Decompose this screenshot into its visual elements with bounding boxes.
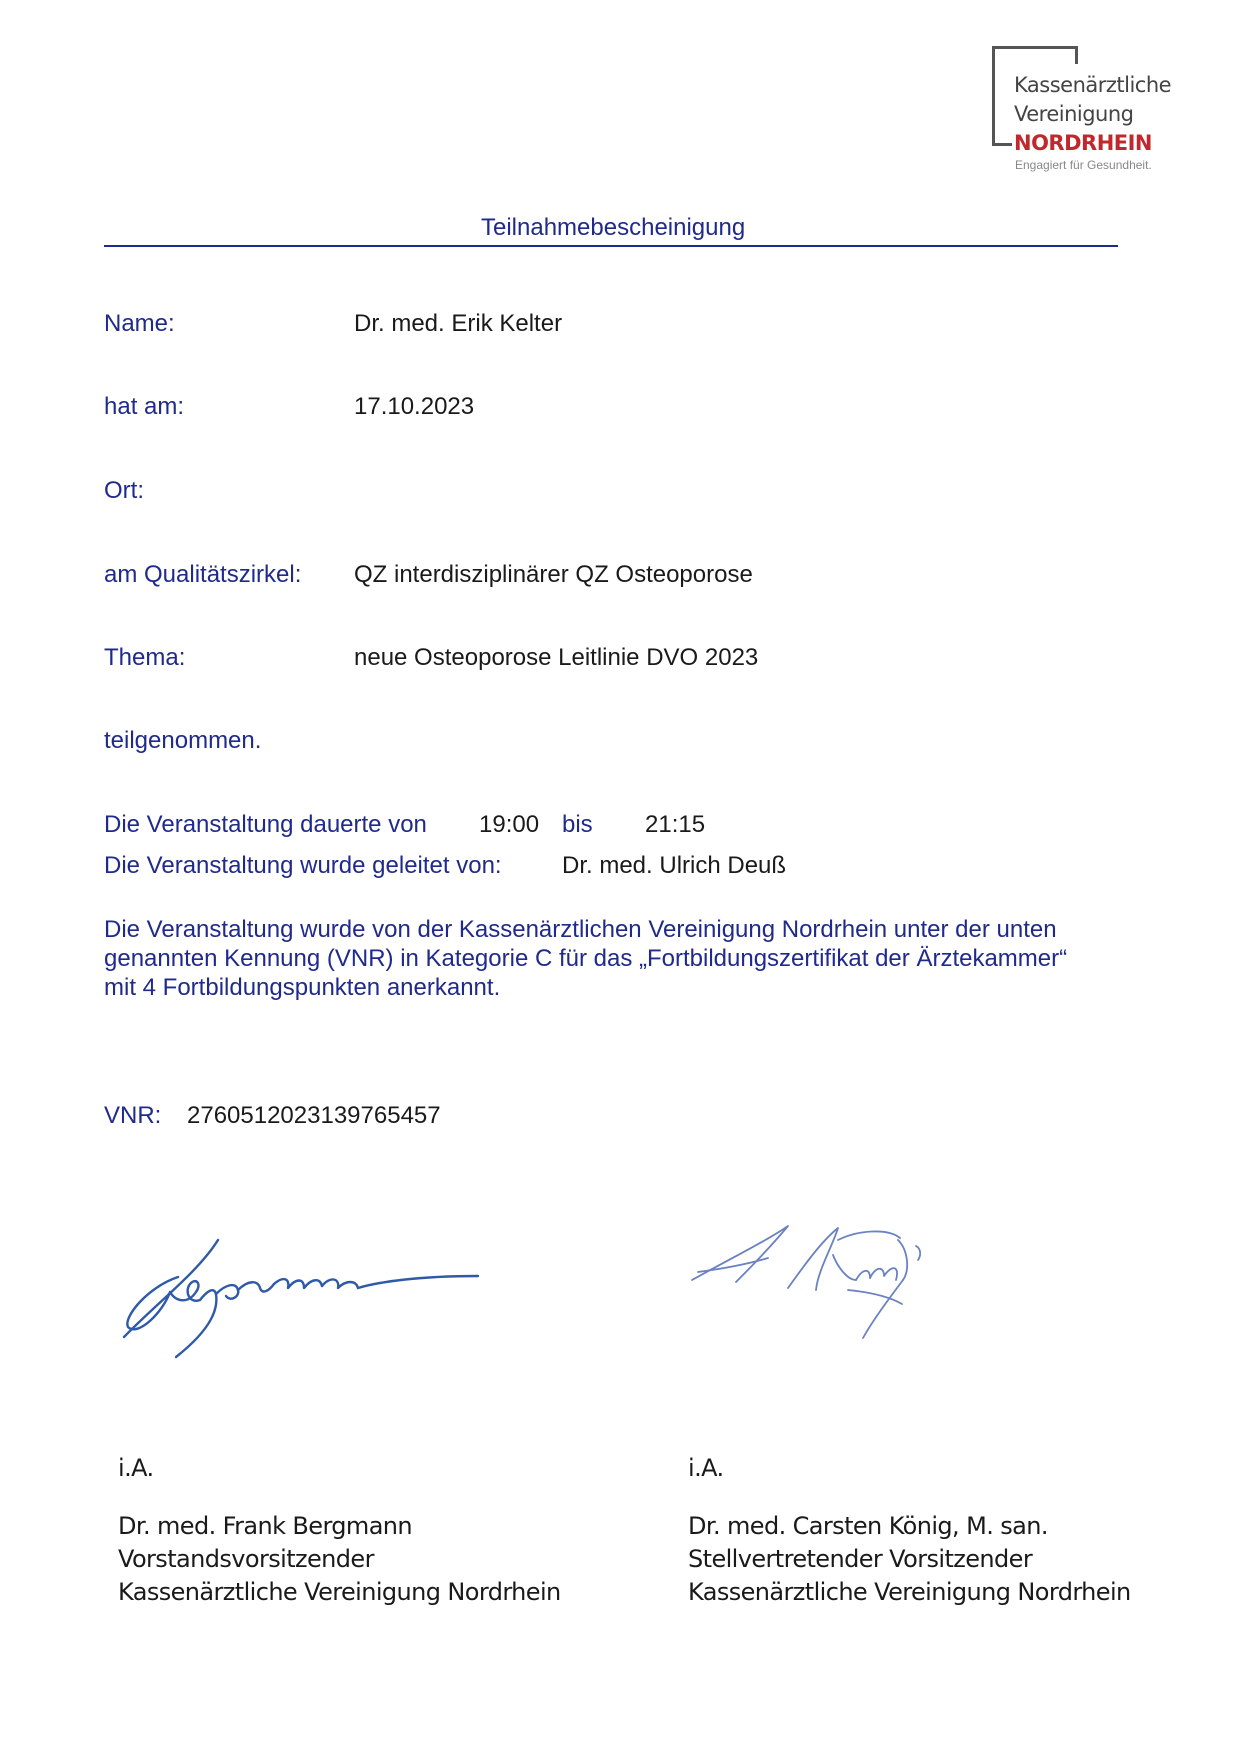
circle-value: QZ interdisziplinärer QZ Osteoporose <box>354 561 753 588</box>
document-title: Teilnahmebescheinigung <box>481 214 746 241</box>
duration-label: Die Veranstaltung dauerte von <box>104 811 427 838</box>
signatory-2-org: Kassenärztliche Vereinigung Nordrhein <box>688 1578 1131 1606</box>
logo-bracket-bottom <box>992 143 1012 146</box>
topic-value: neue Osteoporose Leitlinie DVO 2023 <box>354 644 759 671</box>
signature-koenig <box>688 1220 968 1350</box>
recognition-line-3: mit 4 Fortbildungspunkten anerkannt. <box>104 974 501 1001</box>
signatory-2-ia: i.A. <box>688 1454 724 1482</box>
logo-bracket <box>992 46 1078 49</box>
start-time: 19:00 <box>479 811 540 838</box>
end-time: 21:15 <box>645 811 706 838</box>
vnr-label: VNR: <box>104 1102 162 1129</box>
signatory-1-role: Vorstandsvorsitzender <box>118 1545 374 1573</box>
name-label: Name: <box>104 310 175 337</box>
logo-bracket-left <box>992 46 995 146</box>
signatory-1-name: Dr. med. Frank Bergmann <box>118 1512 413 1540</box>
participated-text: teilgenommen. <box>104 727 262 754</box>
circle-label: am Qualitätszirkel: <box>104 561 302 588</box>
led-by-label: Die Veranstaltung wurde geleitet von: <box>104 852 502 879</box>
name-value: Dr. med. Erik Kelter <box>354 310 563 337</box>
signatory-1-ia: i.A. <box>118 1454 154 1482</box>
date-value: 17.10.2023 <box>354 393 475 420</box>
place-label: Ort: <box>104 477 144 504</box>
vnr-value: 2760512023139765457 <box>187 1102 441 1129</box>
recognition-line-1: Die Veranstaltung wurde von der Kassenärztlichen Vereinigung Nordrhein unter der unten <box>104 916 1057 943</box>
logo-line-3: NORDRHEIN <box>1014 131 1153 155</box>
recognition-line-2: genannten Kennung (VNR) in Kategorie C für das „Fortbildungszertifikat der Ärztekammer“ <box>104 945 1068 972</box>
logo-tagline: Engagiert für Gesundheit. <box>1015 158 1152 172</box>
signatory-1-org: Kassenärztliche Vereinigung Nordrhein <box>118 1578 561 1606</box>
until-label: bis <box>562 811 593 838</box>
logo-line-1: Kassenärztliche <box>1014 73 1172 97</box>
signature-bergmann <box>118 1232 498 1362</box>
date-label: hat am: <box>104 393 185 420</box>
signatory-2-role: Stellvertretender Vorsitzender <box>688 1545 1033 1573</box>
led-by-value: Dr. med. Ulrich Deuß <box>562 852 787 879</box>
topic-label: Thema: <box>104 644 186 671</box>
logo-bracket-tick <box>1075 46 1078 64</box>
kvno-logo <box>992 44 1172 179</box>
signatory-2-name: Dr. med. Carsten König, M. san. <box>688 1512 1048 1540</box>
title-underline <box>104 245 1118 247</box>
logo-line-2: Vereinigung <box>1014 102 1134 126</box>
